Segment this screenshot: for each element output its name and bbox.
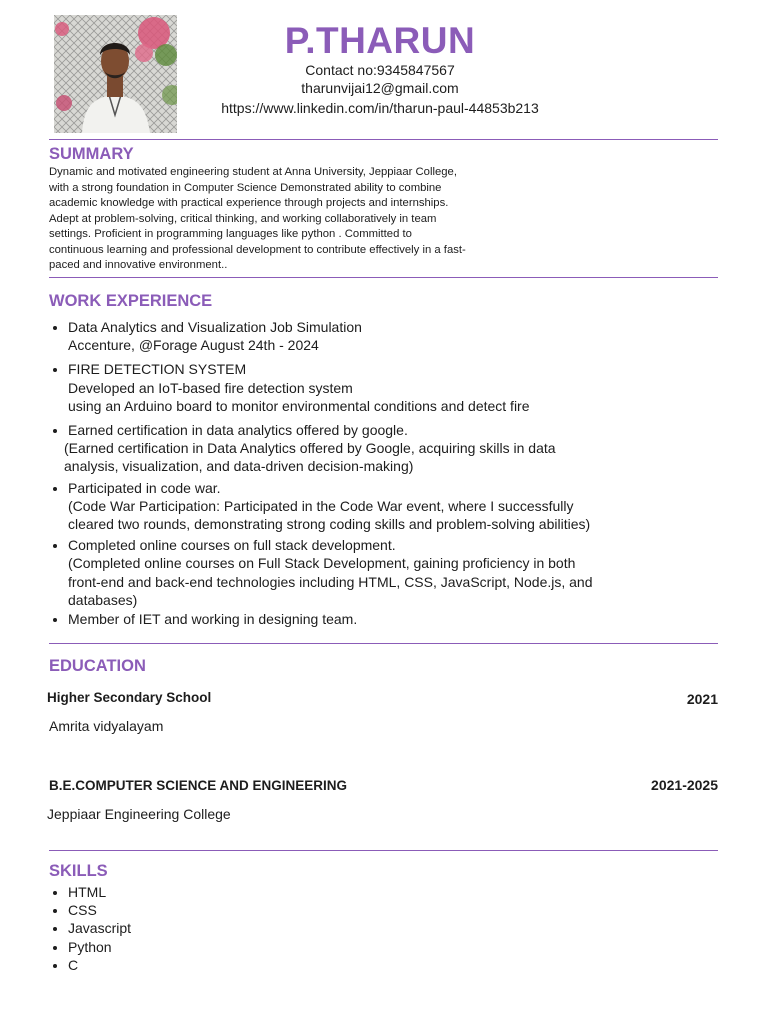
summary-line: settings. Proficient in programming languages like python . Committed to: [49, 228, 412, 240]
divider: [49, 139, 718, 140]
work-item-title: • Completed online courses on full stack development.: [68, 537, 396, 554]
summary-line: continuous learning and professional development to contribute effectively in a fast-: [49, 243, 466, 256]
email-address[interactable]: tharunvijai12@gmail.com: [301, 80, 459, 96]
work-item-detail: (Completed online courses on Full Stack Development, gaining proficiency in both: [68, 555, 576, 572]
skills-list: [49, 883, 131, 974]
work-item: [64, 421, 668, 476]
work-item-title: • FIRE DETECTION SYSTEM: [68, 361, 247, 378]
work-item-detail: analysis, visualization, and data-driven decision-making): [64, 458, 414, 475]
work-item-title: • Participated in code war.: [68, 479, 221, 496]
work-item: [68, 536, 668, 609]
work-item-detail: databases): [68, 591, 138, 608]
work-experience-list: [49, 318, 668, 628]
work-item: [68, 479, 668, 534]
work-item: [68, 610, 668, 628]
work-item-title: • Member of IET and working in designing team.: [68, 611, 358, 628]
skills-heading: SKILLS: [49, 862, 108, 880]
education-title: B.E.COMPUTER SCIENCE AND ENGINEERING: [49, 778, 348, 793]
education-institution: Amrita vidyalayam: [49, 718, 164, 734]
profile-photo-image: [54, 15, 177, 133]
education-year: 2021: [686, 691, 718, 707]
education-heading: EDUCATION: [49, 657, 146, 675]
work-item-detail: using an Arduino board to monitor environmental conditions and detect fire: [68, 397, 530, 414]
work-item-title: • Earned certification in data analytics offered by google.: [68, 422, 408, 439]
work-item-detail: (Code War Participation: Participated in the Code War event, where I successfully: [68, 497, 574, 514]
summary-heading: SUMMARY: [49, 145, 134, 163]
linkedin-link[interactable]: https://www.linkedin.com/in/tharun-paul-44853b213: [221, 100, 539, 116]
skill-item: • C: [68, 956, 131, 974]
education-year: 2021-2025: [651, 777, 718, 793]
work-item-detail: Developed an IoT-based fire detection system: [68, 379, 353, 396]
profile-photo: [54, 15, 177, 133]
divider: [49, 277, 718, 278]
education-title: Higher Secondary School: [47, 690, 212, 705]
work-item: [68, 360, 668, 415]
work-item-title: • Data Analytics and Visualization Job Simulation: [68, 319, 362, 335]
work-item-detail: cleared two rounds, demonstrating strong coding skills and problem-solving abilities): [68, 516, 591, 533]
work-experience-heading: WORK EXPERIENCE: [49, 292, 213, 310]
skill-item: • Python: [68, 938, 131, 956]
summary-line: Adept at problem-solving, critical thinking, and working collaboratively in team: [49, 212, 437, 225]
summary-line: with a strong foundation in Computer Science Demonstrated ability to combine: [49, 181, 442, 194]
divider: [49, 850, 718, 851]
contact-number: Contact no:9345847567: [305, 62, 455, 78]
candidate-name: P.THARUN: [284, 20, 476, 61]
work-item-detail: Accenture, @Forage August 24th - 2024: [68, 337, 319, 354]
skill-item: • HTML: [68, 883, 131, 901]
skill-item: • CSS: [68, 901, 131, 919]
summary-line: Dynamic and motivated engineering student at Anna University, Jeppiaar College,: [49, 166, 457, 178]
divider: [49, 643, 718, 644]
education-institution: Jeppiaar Engineering College: [47, 806, 231, 822]
work-item-detail: (Earned certification in Data Analytics offered by Google, acquiring skills in data: [64, 440, 556, 457]
summary-line: academic knowledge with practical experience through projects and internships.: [49, 197, 449, 209]
work-item-detail: front-end and back-end technologies including HTML, CSS, JavaScript, Node.js, and: [68, 573, 593, 590]
summary-text: [49, 165, 534, 274]
summary-line: paced and innovative environment..: [49, 259, 228, 271]
work-item: [68, 318, 668, 354]
skill-item: • Javascript: [68, 919, 131, 937]
